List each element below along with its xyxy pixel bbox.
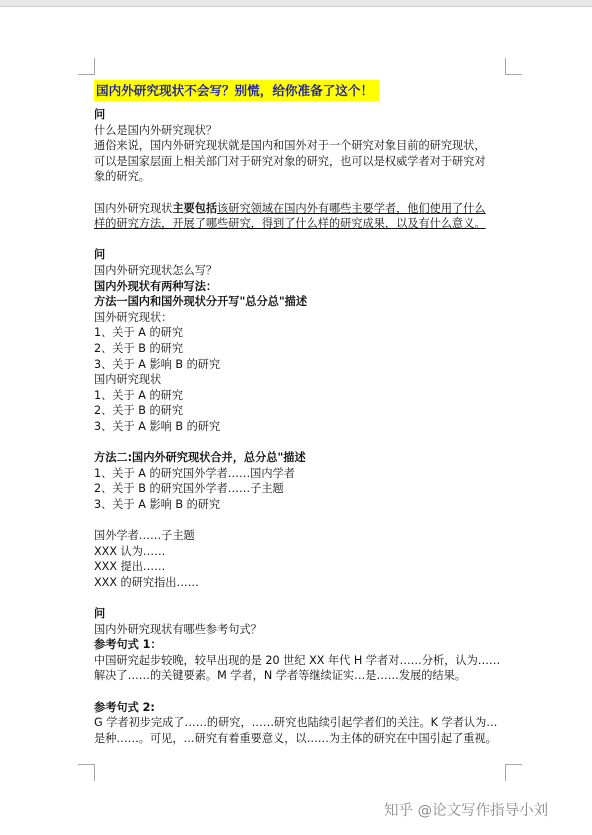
- method1-title: 方法一国内和国外现状分开写"总分总"描述: [94, 295, 308, 309]
- list-item: 2、关于 B 的研究国外学者……子主题: [94, 482, 284, 496]
- section3-q-label: 问: [94, 607, 106, 620]
- list-item: 3、关于 A 影响 B 的研究: [94, 419, 221, 433]
- ref1-line: 中国研究起步较晚，较早出现的是 20 世纪 XX 年代 H 学者对……分析，认为……: [94, 653, 501, 667]
- foreign-label: 国外研究现状：: [94, 310, 173, 324]
- extra-line: XXX 提出……: [94, 560, 166, 574]
- document-title: 国内外研究现状不会写？别慌，给你准备了这个！: [94, 80, 379, 101]
- ref2-line: 是种……。可见，…研究有着重要意义，以……为主体的研究在中国引起了重视。: [94, 731, 497, 745]
- domestic-label: 国内研究现状: [94, 373, 162, 387]
- section1-q-label: 问: [94, 108, 106, 121]
- page-top-edge: [0, 0, 592, 7]
- list-item: 3、关于 A 影响 B 的研究: [94, 357, 221, 371]
- section2-q-label: 问: [94, 248, 106, 262]
- crop-mark-bottom-right: [505, 764, 522, 781]
- zhihu-watermark: 知乎 @论文写作指导小刘: [384, 803, 549, 819]
- crop-mark-top-left: [78, 58, 95, 75]
- document-body: [94, 80, 508, 746]
- para2-pre: 国内外研究现状: [94, 201, 173, 215]
- para2-underlined: 该研究领域在国内外有哪些主要学者，他们使用了什么: [217, 201, 486, 215]
- list-item: 1、关于 A 的研究: [94, 326, 184, 340]
- section1-para2-line2: 样的研究方法，开展了哪些研究，得到了什么样的研究成果，以及有什么意义。: [94, 217, 486, 231]
- list-item: 1、关于 A 的研究国外学者……国内学者: [94, 466, 295, 480]
- ref1-title: 参考句式 1：: [94, 638, 162, 652]
- ref1-line: 解决了……的关键要素。M 学者，N 学者等继续证实…是……发展的结果。: [94, 669, 466, 683]
- list-item: 1、关于 A 的研究: [94, 388, 184, 402]
- crop-mark-bottom-left: [78, 764, 95, 781]
- extra-line: XXX 认为……: [94, 544, 166, 558]
- para2-bold: 主要包括: [172, 201, 218, 215]
- ref2-line: G 学者初步完成了……的研究，……研究也陆续引起学者们的关注。K 学者认为…: [94, 716, 498, 730]
- section1-para1-line: 象的研究。: [94, 170, 150, 184]
- list-item: 2、关于 B 的研究: [94, 341, 184, 355]
- section2-question: 国内外研究现状怎么写？: [94, 263, 218, 277]
- section1-para2-line1: [94, 201, 508, 217]
- section2-subhead: 国内外现状有两种写法：: [94, 279, 218, 293]
- list-item: 2、关于 B 的研究: [94, 404, 184, 418]
- method2-title: 方法二:国内外研究现状合并，总分总"描述: [94, 451, 306, 465]
- extra-line: XXX 的研究指出……: [94, 575, 199, 589]
- extra-line: 国外学者……子主题: [94, 529, 195, 543]
- section1-para1-line: 可以是国家层面上相关部门对于研究对象的研究，也可以是权威学者对于研究对: [94, 154, 486, 168]
- crop-mark-top-right: [505, 58, 522, 75]
- list-item: 3、关于 A 影响 B 的研究: [94, 497, 221, 511]
- section1-para1-line: 通俗来说，国内外研究现状就是国内和国外对于一个研究对象目前的研究现状，: [94, 139, 486, 153]
- section1-question: 什么是国内外研究现状？: [94, 123, 218, 137]
- section3-question: 国内外研究现状有哪些参考句式？: [94, 622, 262, 636]
- ref2-title: 参考句式 2:: [94, 700, 155, 714]
